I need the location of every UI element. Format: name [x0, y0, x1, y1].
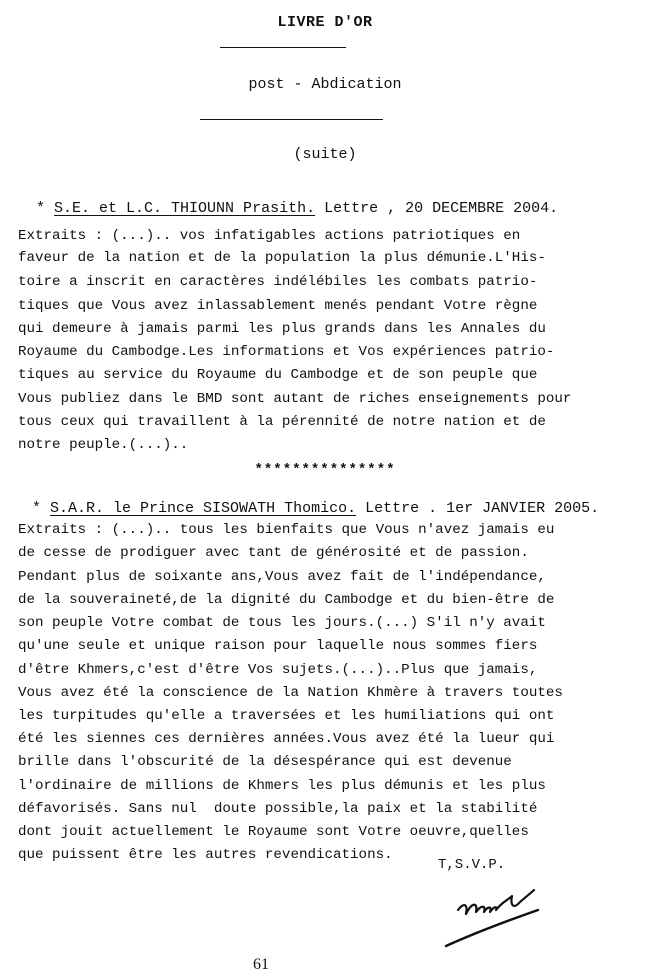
handwritten-signature [438, 880, 548, 950]
document-page: LIVRE D'OR post - Abdication (suite) * S.E. et L.C. THIOUNN Prasith. Lettre , 20 DECEMBRE 2004. Extraits : (...).. vos infatigables actions patriotiques en faveur de la nation et de la population la plus démunie.L'His- toire a inscrit en caractères indélébiles les combats patrio- tiques que Vous avez inlassablement menés pendant Votre règne qui demeure à jamais parmi les plus grands dans les Annales du Royaume du Cambodge.Les informations et Vos expériences patrio- tiques au service du Royaume du Cambodge et de son peuple que Vous publiez dans le BMD sont autant de riches enseignements pour tous ceux qui travaillent à la pérennité de notre nation et de notre peuple.(...).. *************** * S.A.R. le Prince SISOWATH Thomico. Lettre . 1er JANVIER 2005. Extraits : (...).. tous les bienfaits que Vous n'avez jamais eu de cesse de prodiguer avec tant de générosité et de passion. Pendant plus de soixante ans,Vous avez fait de l'indépendance, de la souveraineté,de la dignité du Cambodge et du bien-être de son peuple Votre combat de tous les jours.(...) S'il n'y avait qu'une seule et unique raison pour laquelle nous sommes fiers d'être Khmers,c'est d'être Vos sujets.(...)..Plus que jamais, Vous avez été la conscience de la Nation Khmère à travers toutes les turpitudes qu'elle a traversées et les humiliations qui ont été les siennes ces dernières années.Vous avez été la lueur qui brille dans l'obscurité de la désespérance qui est devenue l'ordinaire de millions de Khmers les plus démunis et les plus défavorisés. Sans nul doute possible,la paix et la stabilité dont jouit actuellement le Royaume sont Votre oeuvre,quelles que puissent être les autres revendications. T,S.V.P. 61 [0, 0, 650, 979]
entry-author: S.E. et L.C. THIOUNN Prasith. [54, 200, 316, 217]
entry-heading [36, 200, 558, 217]
separator-stars: *************** [254, 462, 396, 478]
page-number: 61 [253, 956, 269, 973]
entry-bullet: * [36, 200, 46, 217]
entry-letter-date: Lettre , 20 DECEMBRE 2004. [324, 200, 559, 217]
continued-overleaf-note: T,S.V.P. [438, 857, 506, 873]
title-rule [220, 47, 346, 48]
entry-letter-date: Lettre . 1er JANVIER 2005. [365, 500, 600, 517]
subtitle-rule [200, 119, 383, 120]
entry-author: S.A.R. le Prince SISOWATH Thomico. [50, 500, 357, 517]
entry-heading [32, 500, 599, 517]
continuation-label: (suite) [293, 146, 357, 163]
entry-bullet: * [32, 500, 42, 517]
page-title: LIVRE D'OR [277, 14, 373, 31]
page-subtitle: post - Abdication [248, 76, 402, 93]
